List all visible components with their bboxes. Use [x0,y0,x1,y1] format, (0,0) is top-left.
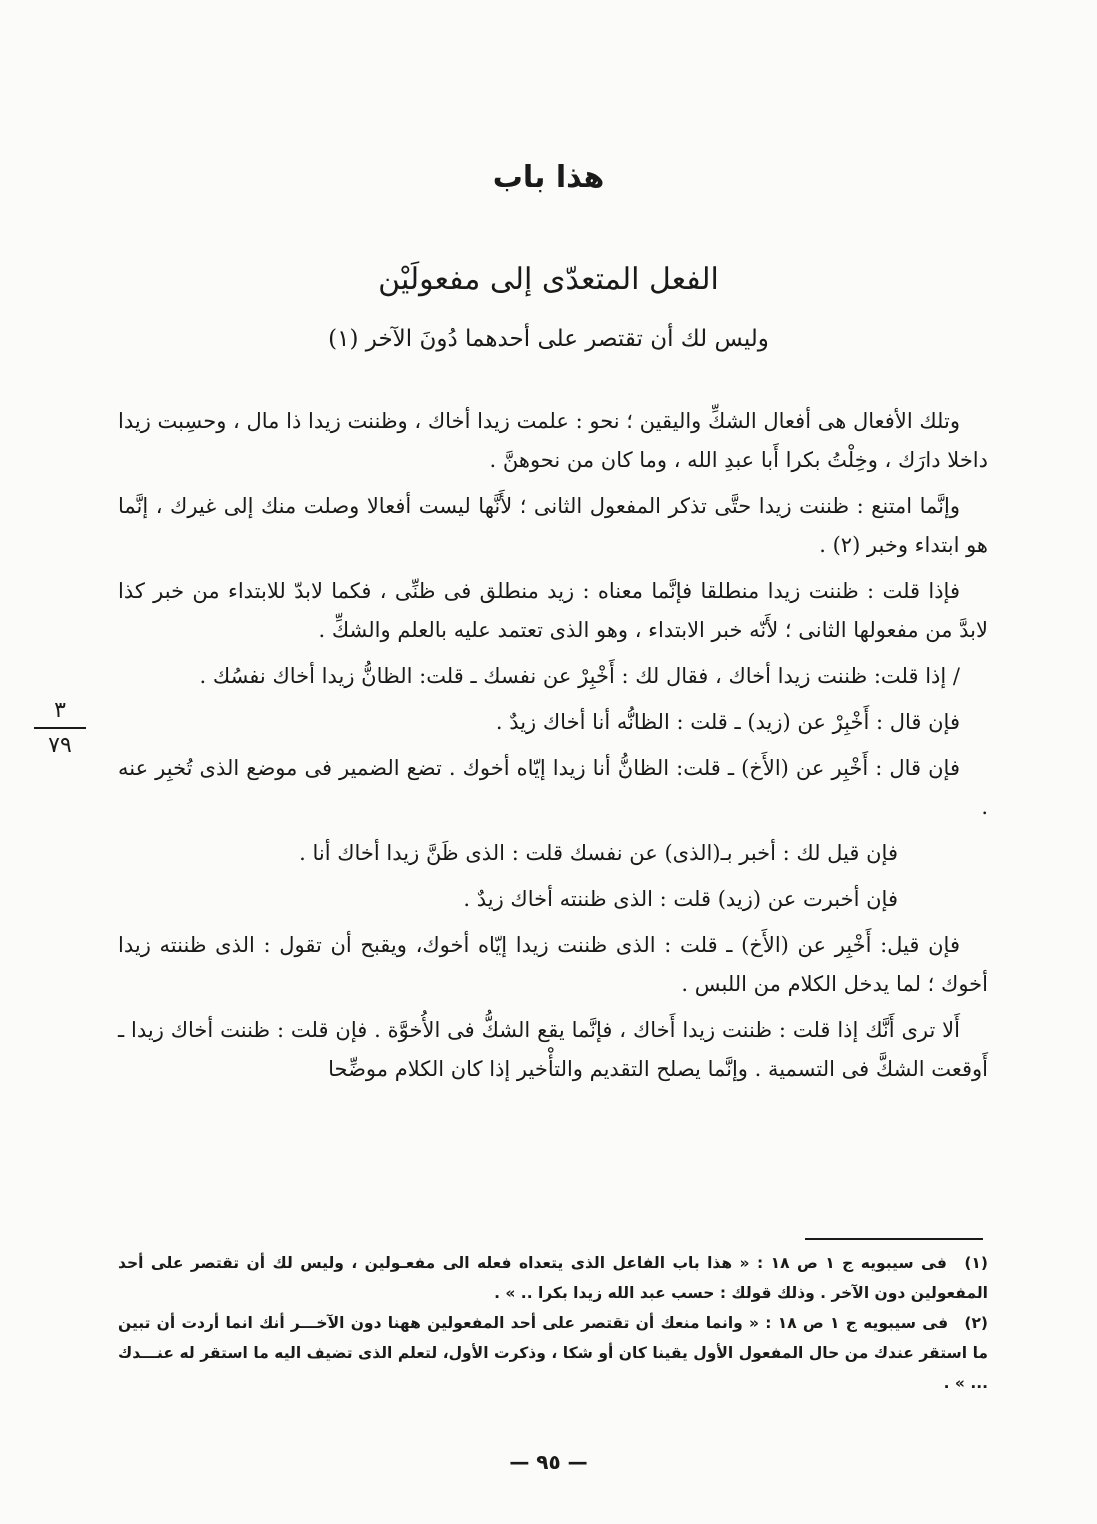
page-number: — ٩٥ — [509,1450,588,1474]
footnote-text: فى سيبويه ج ١ ص ١٨ : « هذا باب الفاعل الذى يتعداه فعله الى مفعـولين ، وليس لك أن تقتصر على أحد المفعولين دون الآخر . وذلك قولك : حسب عبد الله زيدا بكرا .. » . [118,1254,988,1302]
footnote [118,1248,988,1308]
paragraph: فإن قال : أَخْبِرْ عن (زيد) ـ قلت : الظانُّه أنا أخاك زيدٌ . [495,710,960,734]
paragraph: فإن قيل لك : أخبر بـ(الذى) عن نفسك قلت : الذى ظَنَّ زيدا أخاك أنا . [299,841,898,865]
chapter-title: هذا باب [492,160,605,195]
margin-page-reference [34,698,86,758]
main-text [118,402,988,1096]
paragraph: أَلا ترى أَنَّك إذا قلت : ظننت زيدا أَخاك ، فإنَّما يقع الشكُّ فى الأُخوَّة . فإن قلت : ظننت أخاك زيدا ـ أَوقعت الشكَّ فى التسمية . وإنَّما يصلح التقديم والتأْخير إذا كان الكلام موضِّحا [118,1018,988,1081]
section-subheading: وليس لك أن تقتصر على أحدهما دُونَ الآخر (١) [328,326,769,352]
margin-note-divider [34,727,86,729]
paragraph: وتلك الأفعال هى أفعال الشكِّ واليقين ؛ نحو : علمت زيدا أخاك ، وظننت زيدا ذا مال ، وحسِبت زيدا داخلا دارَك ، وخِلْتُ بكرا أَبا عبدِ الله ، وما كان من نحوهنَّ . [118,409,988,472]
footnotes [118,1248,988,1398]
section-heading: الفعل المتعدّى إلى مفعولَيْن [378,262,719,297]
paragraph: وإنَّما امتنع : ظننت زيدا حتَّى تذكر المفعول الثانى ؛ لأَنَّها ليست أفعالا وصلت منك إلى غيرك ، إنَّما هو ابتداء وخبر (٢) . [118,494,988,557]
paragraph: / إذا قلت: ظننت زيدا أخاك ، فقال لك : أَخْبِرْ عن نفسك ـ قلت: الظانُّ زيدا أخاك نفسُك . [199,664,960,688]
paragraph: فإن قال : أَخْبِر عن (الأَخ) ـ قلت: الظانُّ أنا زيدا إيّاه أخوك . تضع الضمير فى موضع الذى تُخبِر عنه . [118,756,988,819]
footnote-divider [805,1238,983,1240]
margin-note-top: ٣ [54,698,66,723]
footnote-number: (١) [964,1254,988,1272]
paragraph: فإذا قلت : ظننت زيدا منطلقا فإنَّما معناه : زيد منطلق فى ظنِّى ، فكما لابدّ للابتداء من خبر كذا لابدَّ من مفعولها الثانى ؛ لأَنّه خبر الابتداء ، وهو الذى تعتمد عليه بالعلم والشكِّ . [118,579,988,642]
margin-note-bottom: ٧٩ [48,733,72,758]
footnote-text: فى سيبويه ج ١ ص ١٨ : « وانما منعك أن تقتصر على أحد المفعولين ههنا دون الآخـــر أنك انما أردت أن تبين ما استقر عندك من حال المفعول الأول يقينا كان أو شكا ، وذكرت الأول، لتعلم الذى تضيف اليه ما استقر له عنـــدك ... » . [118,1314,988,1392]
paragraph: فإن أخبرت عن (زيد) قلت : الذى ظننته أخاك زيدٌ . [463,887,898,911]
paragraph: فإن قيل: أَخْبِر عن (الأَخ) ـ قلت : الذى ظننت زيدا إيّاه أخوك، ويقبح أن تقول : الذى ظننته زيدا أخوك ؛ لما يدخل الكلام من اللبس . [118,933,988,996]
footnote [118,1308,988,1398]
footnote-number: (٢) [964,1314,989,1332]
